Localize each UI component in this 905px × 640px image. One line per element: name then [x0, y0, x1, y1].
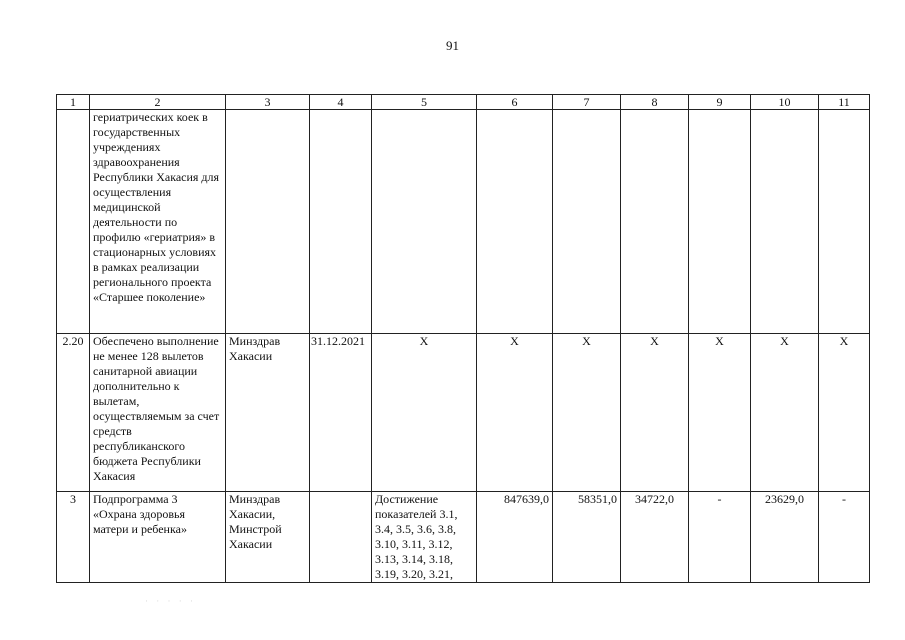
col-header-10: 10: [751, 95, 819, 110]
deadline-cell: [310, 110, 372, 334]
deadline-cell: 31.12.2021: [310, 334, 372, 492]
description-cell: Обеспечено выполнение не менее 128 вылетов санитарной авиации дополнительно к вылетам, осуществляемым за счет средств республиканского бюджета Республики Хакасия: [90, 334, 226, 492]
responsible-cell: Минздрав Хакасии: [226, 334, 310, 492]
value-cell: [621, 110, 689, 334]
col-header-8: 8: [621, 95, 689, 110]
col-header-3: 3: [226, 95, 310, 110]
header-row: [57, 95, 870, 110]
row-number-cell: 3: [57, 492, 90, 583]
value-cell: [553, 110, 621, 334]
value-cell: [689, 110, 751, 334]
description-cell: гериатрических коек в государственных учреждениях здравоохранения Республики Хакасия для осуществления медицинской деятельности по профилю «гериатрия» в стационарных условиях в рамках реализации регионального проекта «Старшее поколение»: [90, 110, 226, 334]
value-cell: 23629,0: [751, 492, 819, 583]
deadline-cell: [310, 492, 372, 583]
value-cell: -: [689, 492, 751, 583]
row-number-cell: [57, 110, 90, 334]
col-header-4: 4: [310, 95, 372, 110]
col-header-9: 9: [689, 95, 751, 110]
table-row: [57, 334, 870, 492]
table-row: [57, 110, 870, 334]
value-cell: 34722,0: [621, 492, 689, 583]
value-cell: 847639,0: [477, 492, 553, 583]
value-cell: [819, 110, 870, 334]
description-cell: Подпрограмма 3 «Охрана здоровья матери и ребенка»: [90, 492, 226, 583]
col-header-7: 7: [553, 95, 621, 110]
col-header-5: 5: [372, 95, 477, 110]
program-table: [56, 94, 870, 583]
table-row: [57, 492, 870, 583]
value-cell: Х: [477, 334, 553, 492]
col-header-11: 11: [819, 95, 870, 110]
responsible-cell: Минздрав Хакасии, Минстрой Хакасии: [226, 492, 310, 583]
page-number: 91: [446, 38, 459, 53]
indicators-cell: Х: [372, 334, 477, 492]
value-cell: Х: [819, 334, 870, 492]
value-cell: Х: [621, 334, 689, 492]
value-cell: [751, 110, 819, 334]
indicators-cell: [372, 110, 477, 334]
value-cell: 58351,0: [553, 492, 621, 583]
indicators-cell: Достижение показателей 3.1, 3.4, 3.5, 3.6, 3.8, 3.10, 3.11, 3.12, 3.13, 3.14, 3.18, 3.19, 3.20, 3.21,: [372, 492, 477, 583]
col-header-1: 1: [57, 95, 90, 110]
value-cell: Х: [689, 334, 751, 492]
value-cell: Х: [553, 334, 621, 492]
value-cell: [477, 110, 553, 334]
responsible-cell: [226, 110, 310, 334]
col-header-2: 2: [90, 95, 226, 110]
col-header-6: 6: [477, 95, 553, 110]
value-cell: -: [819, 492, 870, 583]
value-cell: Х: [751, 334, 819, 492]
scan-artifact: · · · · ·: [145, 596, 196, 606]
row-number-cell: 2.20: [57, 334, 90, 492]
